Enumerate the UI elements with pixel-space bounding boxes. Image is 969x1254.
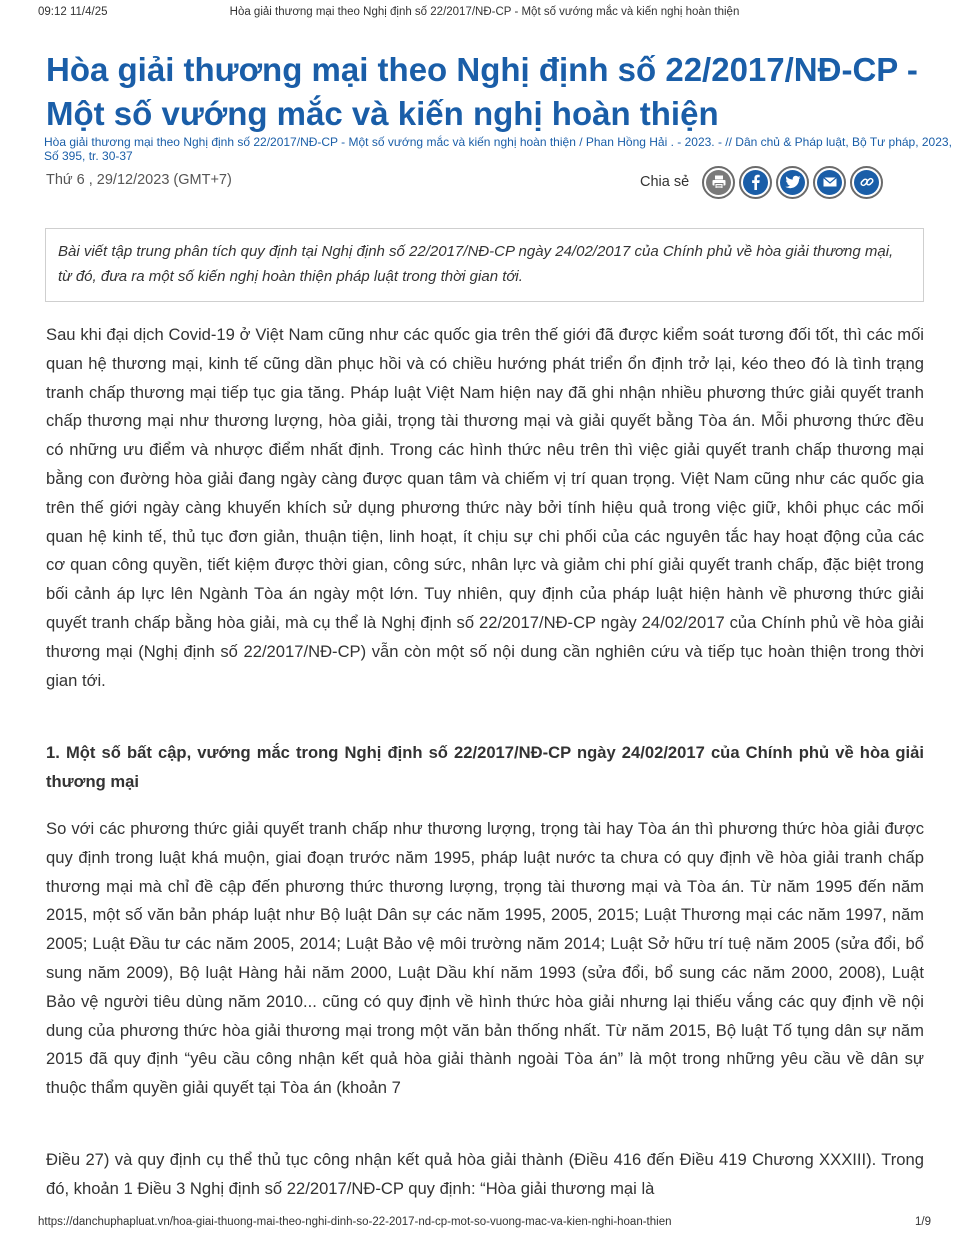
paragraph-section-1: So với các phương thức giải quyết tranh chấp như thương lượng, trọng tài hay Tòa án thì phương thức hòa giải được quy định trong luật khá muộn, giai đoạn trước năm 1995, pháp luật nước ta chưa có quy định về hòa giải tranh chấp thương mại mà chỉ đề cập đến phương thức thương lượng, trọng tài thương mại và Tòa án. Từ năm 1995 đến năm 2015, một số văn bản pháp luật như Bộ luật Dân sự các năm 1995, 2005, 2015; Luật Thương mại các năm 1997, năm 2005; Luật Đầu tư các năm 2005, 2014; Luật Bảo vệ môi trường năm 2014; Luật Sở hữu trí tuệ năm 2005 (sửa đổi, bổ sung năm 2009), Bộ luật Hàng hải năm 2000, Luật Dầu khí năm 1993 (sửa đổi, bổ sung các năm 2000, 2008), Luật Bảo vệ người tiêu dùng năm 2010... cũng có quy định về hình thức hòa giải nhưng lại thiếu vắng các quy định về nội dung của phương thức hòa giải thương mại trong một văn bản thống nhất. Từ năm 2015, Bộ luật Tố tụng dân sự năm 2015 đã quy định “yêu cầu công nhận kết quả hòa giải thành ngoài Tòa án” là một trong những yêu cầu về dân sự thuộc thẩm quyền giải quyết tại Tòa án (khoản 7	[46, 819, 924, 1098]
print-header	[38, 6, 931, 22]
print-icon	[711, 174, 727, 190]
share-bar	[640, 164, 887, 200]
article-date: Thứ 6 , 29/12/2023 (GMT+7)	[46, 172, 232, 188]
email-icon	[822, 174, 838, 190]
print-url: https://danchuphapluat.vn/hoa-giai-thuong-mai-theo-nghi-dinh-so-22-2017-nd-cp-mot-so-vuong-mac-va-kien-nghi-hoan-thien	[38, 1216, 672, 1228]
twitter-share-button[interactable]	[776, 166, 809, 199]
section-heading-1: 1. Một số bất cập, vướng mắc trong Nghị định số 22/2017/NĐ-CP ngày 24/02/2017 của Chính phủ về hòa giải thương mại	[46, 743, 924, 791]
copy-link-button[interactable]	[850, 166, 883, 199]
twitter-icon	[785, 174, 801, 190]
facebook-share-button[interactable]	[739, 166, 772, 199]
article-title: Hòa giải thương mại theo Nghị định số 22/2017/NĐ-CP - Một số vướng mắc và kiến nghị hoàn thiện	[46, 51, 918, 132]
print-footer	[38, 1216, 931, 1232]
paragraph-intro: Sau khi đại dịch Covid-19 ở Việt Nam cũng như các quốc gia trên thế giới đã được kiểm soát tương đối tốt, thì các mối quan hệ thương mại, kinh tế cũng dần phục hồi và có chiều hướng phát triển ổn định trở lại, kéo theo đó là tình trạng tranh chấp thương mại tiếp tục gia tăng. Pháp luật Việt Nam hiện nay đã ghi nhận nhiều phương thức giải quyết tranh chấp thương mại như thương lượng, hòa giải, trọng tài thương mại và giải quyết bằng Tòa án. Mỗi phương thức đều có những ưu điểm và nhược điểm nhất định. Trong các hình thức nêu trên thì việc giải quyết tranh chấp thương mại bằng con đường hòa giải đang ngày càng được quan tâm và chiếm vị trí quan trọng. Việt Nam cũng như các quốc gia trên thế giới ngày càng khuyến khích sử dụng phương thức này bởi tính hiệu quả trong việc giữ, khôi phục các mối quan hệ kinh tế, thủ tục đơn giản, thuận tiện, linh hoạt, ít chịu sự chi phối của các nguyên tắc hay hoạt động của các cơ quan công quyền, tiết kiệm được thời gian, công sức, nhân lực và giảm chi phí giải quyết tranh chấp, đặc biệt trong bối cảnh áp lực lên Ngành Tòa án ngày một lớn. Tuy nhiên, quy định của pháp luật hiện hành về phương thức giải quyết tranh chấp bằng hòa giải, mà cụ thể là Nghị định số 22/2017/NĐ-CP ngày 24/02/2017 của Chính phủ về hòa giải thương mại (Nghị định số 22/2017/NĐ-CP) vẫn còn một số nội dung cần nghiên cứu và tiếp tục hoàn thiện trong thời gian tới.	[46, 325, 924, 690]
print-datetime: 09:12 11/4/25	[38, 6, 108, 18]
share-label: Chia sẻ	[640, 174, 690, 190]
article-citation-link[interactable]: Hòa giải thương mại theo Nghị định số 22/2017/NĐ-CP - Một số vướng mắc và kiến nghị hoàn thiện / Phan Hồng Hải . - 2023. - // Dân chủ & Pháp luật, Bộ Tư pháp, 2023, Số 395, tr. 30-37	[44, 135, 952, 163]
facebook-icon	[748, 174, 764, 190]
paragraph-continued: Điều 27) và quy định cụ thể thủ tục công nhận kết quả hòa giải thành (Điều 416 đến Điều 419 Chương XXXIII). Trong đó, khoản 1 Điều 3 Nghị định số 22/2017/NĐ-CP quy định: “Hòa giải thương mại là	[46, 1150, 924, 1198]
article-summary: Bài viết tập trung phân tích quy định tại Nghị định số 22/2017/NĐ-CP ngày 24/02/2017 của Chính phủ về hòa giải thương mại, từ đó, đưa ra một số kiến nghị hoàn thiện pháp luật trong thời gian tới.	[45, 228, 924, 302]
copy-link-icon	[859, 174, 875, 190]
print-page-title: Hòa giải thương mại theo Nghị định số 22/2017/NĐ-CP - Một số vướng mắc và kiến nghị hoàn thiện	[229, 6, 740, 18]
email-share-button[interactable]	[813, 166, 846, 199]
print-page-number: 1/9	[915, 1216, 931, 1228]
print-button[interactable]	[702, 166, 735, 199]
